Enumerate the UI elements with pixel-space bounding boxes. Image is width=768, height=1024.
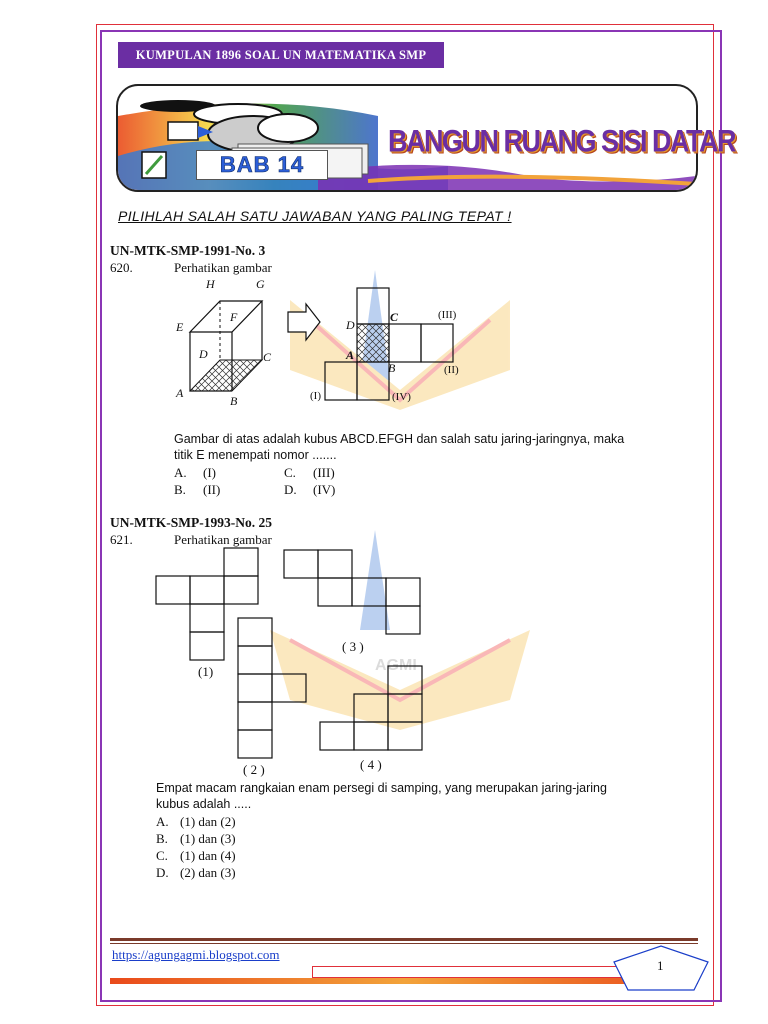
footer-red-box: [312, 966, 634, 978]
q2-number: 621.: [110, 532, 133, 547]
q1-option-b[interactable]: (II): [203, 482, 221, 497]
net-label-ii: (II): [444, 364, 459, 376]
net-label-c: C: [390, 310, 399, 324]
q1-number: 620.: [110, 260, 133, 275]
net-label-iv: (IV): [392, 391, 411, 403]
net-4-figure: [318, 664, 426, 752]
q1-option-c-key[interactable]: C.: [284, 465, 296, 480]
cube-label-f: F: [230, 310, 238, 324]
net-2-label: ( 2 ): [243, 762, 265, 777]
q1-option-a[interactable]: (I): [203, 465, 216, 480]
cube-figure: [170, 276, 280, 410]
chapter-title: BANGUN RUANG SISI DATAR: [388, 123, 735, 159]
cube-net-figure: [320, 282, 460, 404]
cube-label-c: C: [263, 350, 272, 364]
cube-label-g: G: [256, 277, 265, 291]
q2-option-a[interactable]: (1) dan (2): [180, 814, 236, 829]
q1-option-b-key[interactable]: B.: [174, 482, 186, 497]
cube-label-d: D: [199, 347, 208, 361]
footer-blog-link[interactable]: https://agungagmi.blogspot.com: [112, 947, 280, 962]
cube-label-a: A: [176, 386, 184, 400]
q2-question-line1: Empat macam rangkaian enam persegi di samping, yang merupakan jaring-jaring: [156, 781, 607, 795]
q1-option-a-key[interactable]: A.: [174, 465, 187, 480]
q2-option-c-key[interactable]: C.: [156, 848, 168, 863]
page-number: 1: [657, 958, 664, 973]
q2-option-d[interactable]: (2) dan (3): [180, 865, 236, 880]
q2-prompt: Perhatikan gambar: [174, 532, 272, 547]
net-3-label: ( 3 ): [342, 639, 364, 654]
book-banner: KUMPULAN 1896 SOAL UN MATEMATIKA SMP: [118, 42, 444, 68]
q2-option-a-key[interactable]: A.: [156, 814, 169, 829]
net-2-figure: [236, 616, 310, 760]
q1-source: UN-MTK-SMP-1991-No. 3: [110, 243, 266, 258]
q1-prompt: Perhatikan gambar: [174, 260, 272, 275]
q2-question-line2: kubus adalah .....: [156, 797, 252, 811]
q1-question-line1: Gambar di atas adalah kubus ABCD.EFGH dan salah satu jaring-jaringnya, maka: [174, 432, 625, 446]
q2-option-d-key[interactable]: D.: [156, 865, 169, 880]
net-label-b: B: [388, 361, 396, 375]
q1-option-c[interactable]: (III): [313, 465, 335, 480]
q2-option-c[interactable]: (1) dan (4): [180, 848, 236, 863]
svg-text:AGMI: AGMI: [375, 657, 417, 674]
net-label-iii: (III): [438, 309, 457, 321]
cube-label-e: E: [176, 320, 184, 334]
q1-question-line2: titik E menempati nomor .......: [174, 448, 337, 462]
q2-option-b-key[interactable]: B.: [156, 831, 168, 846]
net-label-d: D: [346, 318, 355, 332]
cube-label-b: B: [230, 394, 238, 408]
q1-option-d-key[interactable]: D.: [284, 482, 297, 497]
q1-option-d[interactable]: (IV): [313, 482, 336, 497]
net-4-label: ( 4 ): [360, 757, 382, 772]
cube-label-h: H: [206, 277, 215, 291]
q2-source: UN-MTK-SMP-1993-No. 25: [110, 515, 272, 530]
chapter-tag: BAB 14: [196, 150, 328, 180]
footer-rule-top: [110, 938, 698, 941]
net-label-a: A: [346, 348, 355, 362]
net-1-label: (1): [198, 664, 214, 679]
net-label-i: (I): [310, 390, 321, 402]
instruction-text: PILIHLAH SALAH SATU JAWABAN YANG PALING TEPAT !: [118, 208, 512, 224]
q2-option-b[interactable]: (1) dan (3): [180, 831, 236, 846]
arrow-right-icon: [286, 302, 324, 342]
net-3-figure: [282, 548, 424, 636]
